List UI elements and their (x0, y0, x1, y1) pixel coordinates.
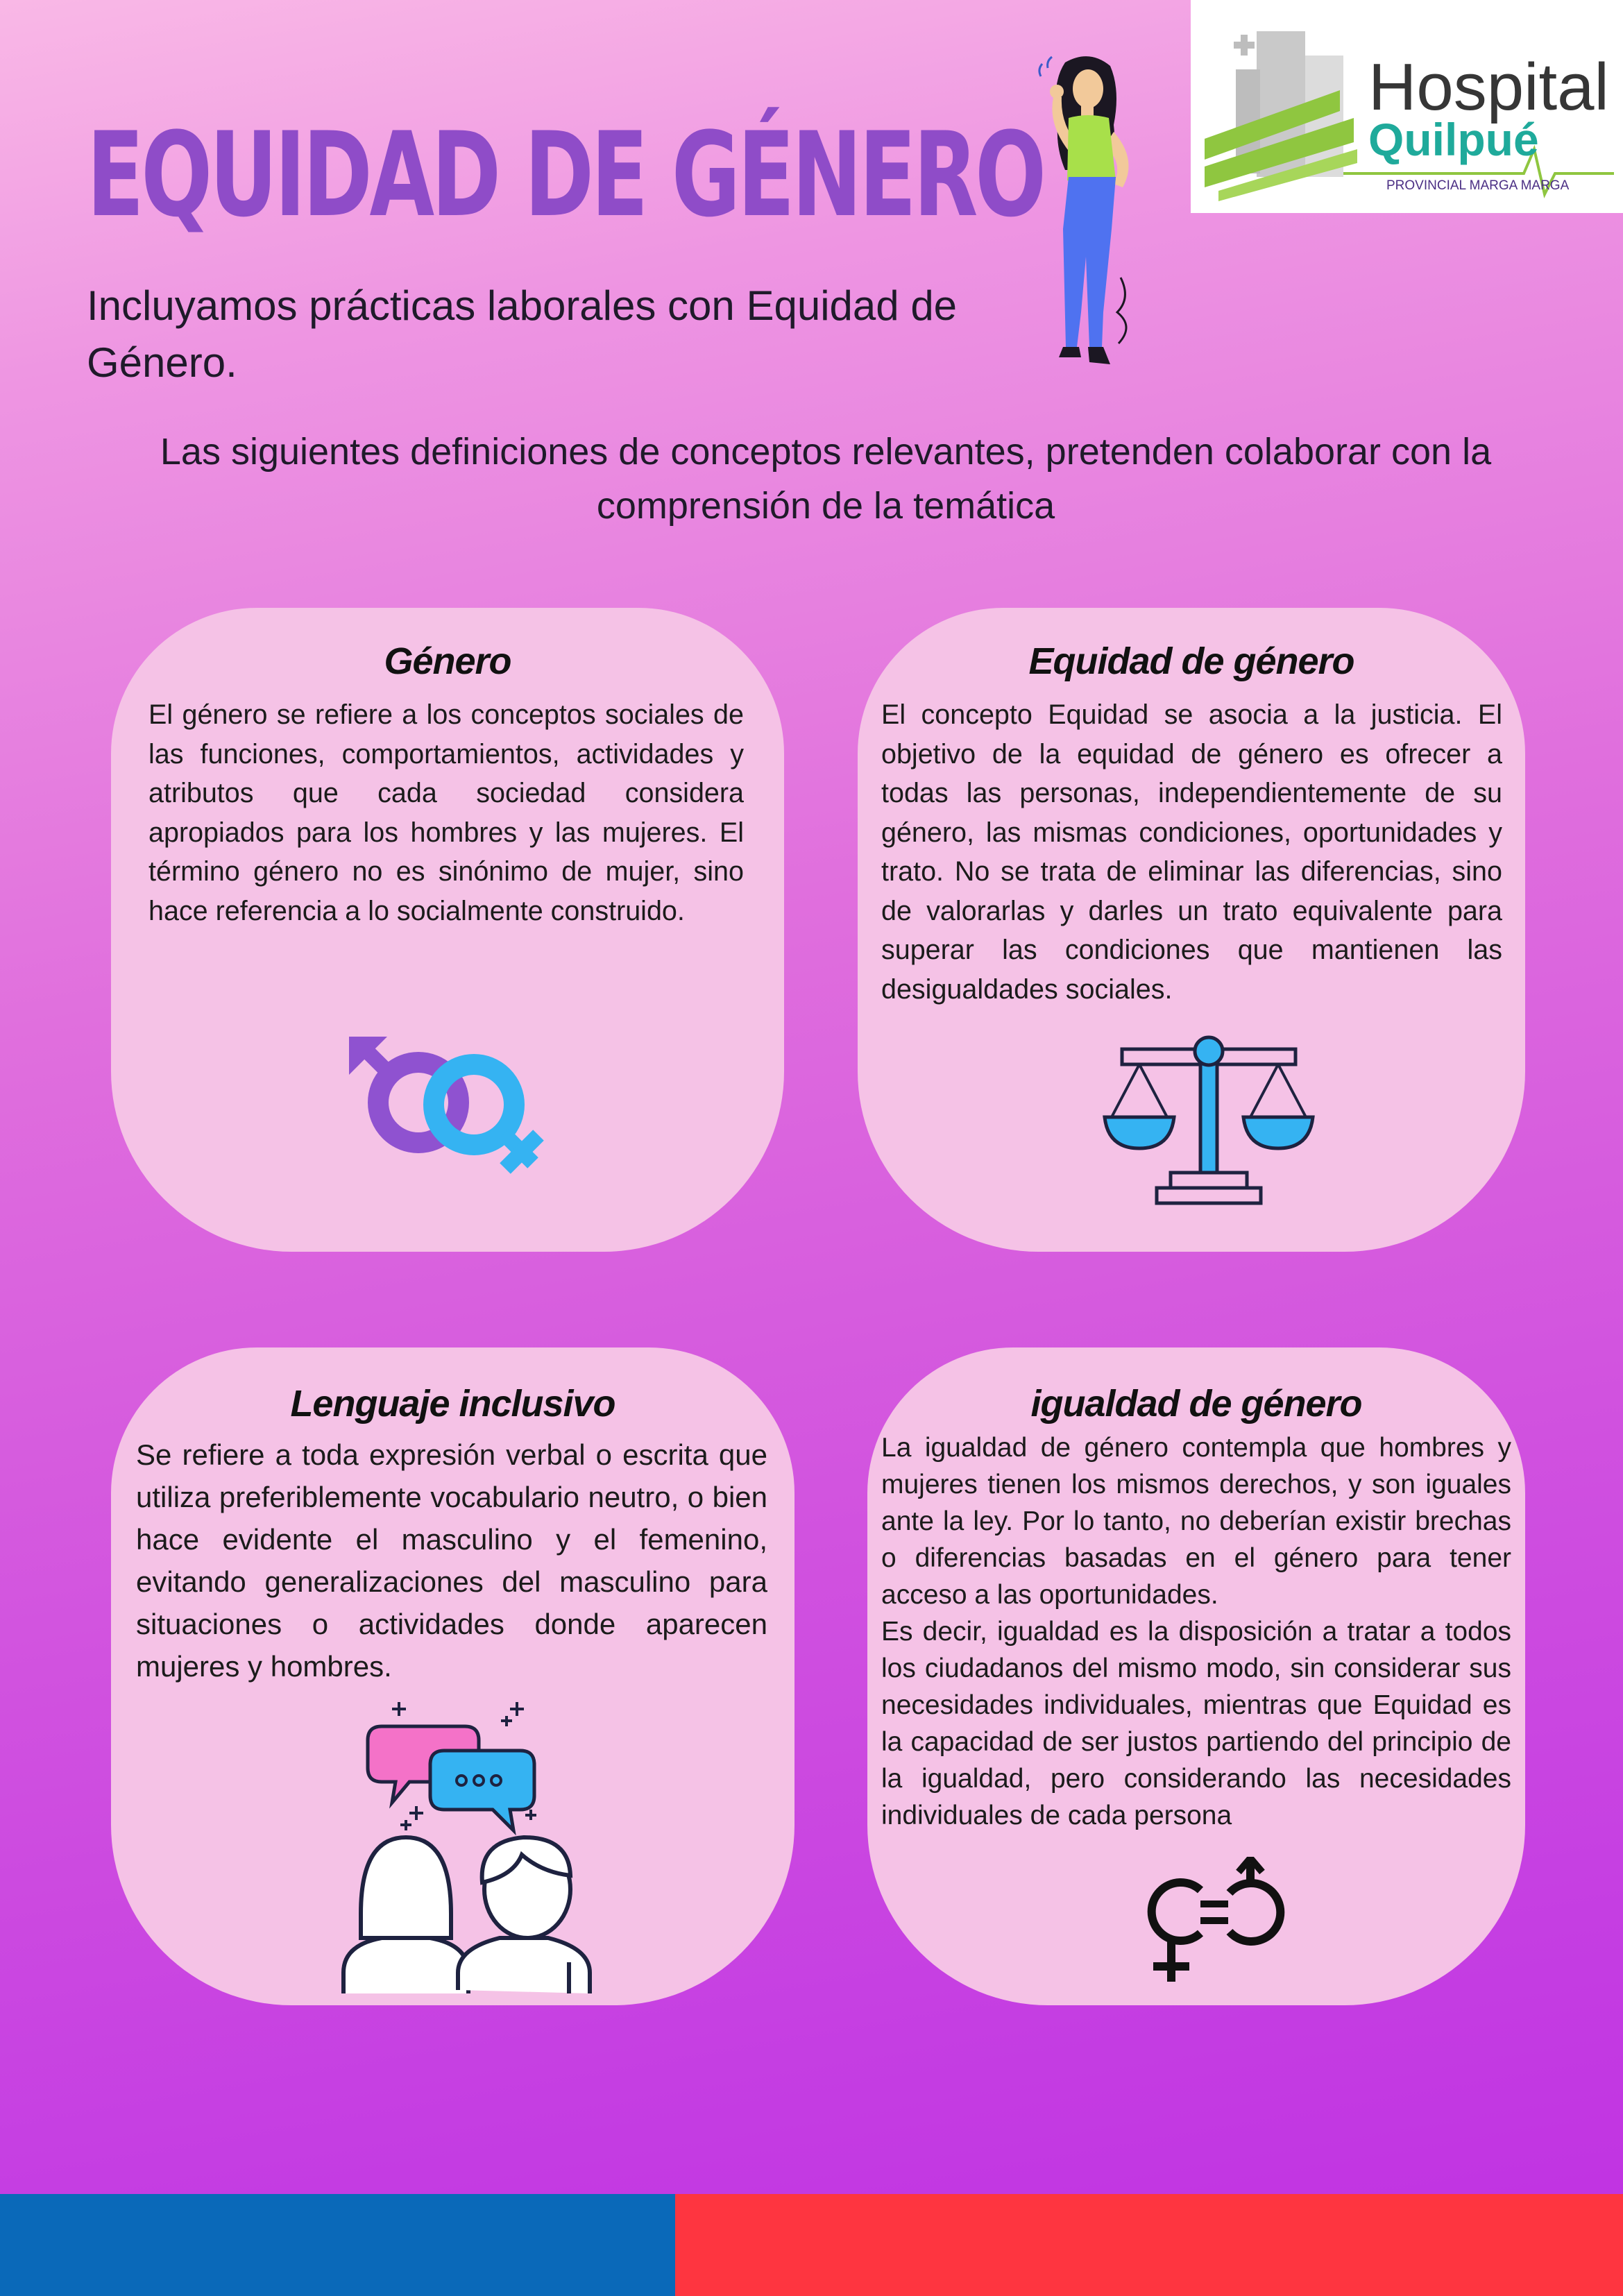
woman-waving-illustration (999, 49, 1166, 385)
page-subtitle: Incluyamos prácticas laborales con Equidad de Género. (87, 282, 958, 386)
intro-text: Las siguientes definiciones de conceptos relevantes, pretenden colaborar con la comprensión de la temática (160, 431, 1492, 527)
card-lenguaje (111, 1347, 794, 2005)
logo-text-hospital: Hospital (1368, 50, 1609, 124)
card-body: El género se refiere a los conceptos sociales de las funciones, comportamientos, actividades y atributos que cada sociedad considera apropiados para los hombres y las mujeres. El término género no es sinónimo de mujer, sino hace referencia a lo socialmente construido. (148, 699, 744, 926)
page-title: EQUIDAD DE GÉNERO (87, 107, 1044, 243)
logo-text-quilpue: Quilpué (1368, 114, 1539, 165)
gender-symbols-icon (346, 1030, 554, 1182)
hospital-logo (1191, 0, 1623, 213)
card-igualdad (867, 1347, 1525, 2005)
card-body: Se refiere a toda expresión verbal o escrita que utiliza preferiblemente vocabulario neutro, o bien hace evidente el masculino y el femenino, evitando generalizaciones del masculino para situaciones o actividades donde aparecen mujeres y hombres. (136, 1438, 767, 1683)
balance-scale-icon (1098, 1034, 1320, 1207)
footer-bar-blue (0, 2194, 675, 2296)
logo-text-provincial: PROVINCIAL MARGA MARGA (1386, 178, 1570, 193)
card-genero (111, 608, 784, 1252)
footer-bar-red (675, 2194, 1623, 2296)
card-body: Es decir, igualdad es la disposición a tratar a todos los ciudadanos del mismo modo, sin considerar sus necesidades individuales, mientras que Equidad es la capacidad de ser justos partiendo del principio de la igualdad, pero considerando las necesidades individuales de cada persona (881, 1617, 1511, 1830)
card-title: Lenguaje inclusivo (290, 1383, 615, 1425)
card-title: Equidad de género (1028, 640, 1354, 682)
card-equidad (858, 608, 1525, 1252)
people-talking-icon (340, 1699, 597, 1993)
card-title: Género (384, 640, 511, 682)
card-body: El concepto Equidad se asocia a la justicia. El objetivo de la equidad de género es ofrecer a todas las personas, independientemente de su género, las mismas condiciones, oportunidades y trato. No se trata de eliminar las diferencias, sino de valorarlas y darles un trato equivalente para superar las condiciones que mantienen las desigualdades sociales. (881, 699, 1502, 1005)
gender-equality-icon (1138, 1857, 1291, 1989)
card-body: La igualdad de género contempla que hombres y mujeres tienen los mismos derechos, y son iguales ante la ley. Por lo tanto, no deberían existir brechas o diferencias basadas en el género para tener acceso a las oportunidades. (881, 1433, 1511, 1610)
card-title: igualdad de género (1030, 1383, 1362, 1425)
